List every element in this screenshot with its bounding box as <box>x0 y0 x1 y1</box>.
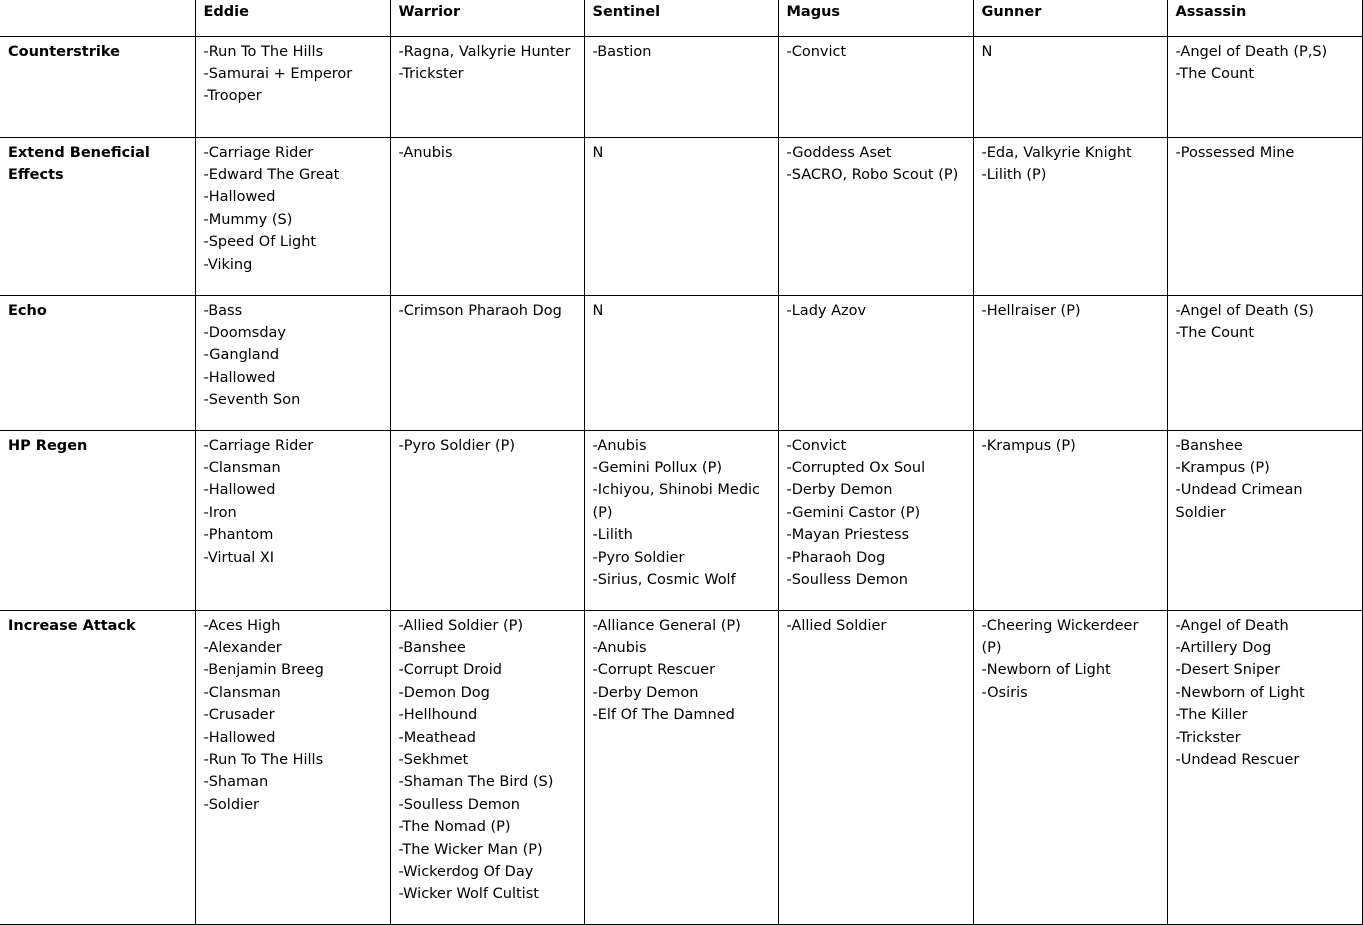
cell-entry: -Convict <box>786 437 847 454</box>
table-cell <box>390 295 584 430</box>
cell-entry: -The Count <box>1175 65 1255 82</box>
row-header-cell: Extend Beneficial Effects <box>0 137 195 295</box>
table-cell <box>778 36 973 137</box>
table-cell <box>973 430 1167 610</box>
cell-entry: -Phantom <box>203 527 274 544</box>
table-cell <box>778 137 973 295</box>
cell-entry: -Undead Rescuer <box>1175 751 1300 768</box>
table-cell <box>1167 430 1362 610</box>
cell-entry: -The Wicker Man (P) <box>398 841 543 858</box>
cell-entry: -Pyro Soldier (P) <box>398 437 516 454</box>
table-row <box>0 36 1362 137</box>
cell-entry: -SACRO, Robo Scout (P) <box>786 166 959 183</box>
cell-entry: -Anubis <box>592 639 647 656</box>
table-cell <box>973 137 1167 295</box>
cell-entry: -Shaman <box>203 774 269 791</box>
cell-entry: -Soulless Demon <box>398 796 520 813</box>
column-header-assassin: Assassin <box>1167 0 1362 36</box>
table-cell <box>778 295 973 430</box>
cell-entry: -Banshee <box>1175 437 1243 454</box>
cell-entry: -Hallowed <box>203 729 276 746</box>
cell-entry: -Sirius, Cosmic Wolf <box>592 571 736 588</box>
cell-entry: -Anubis <box>592 437 647 454</box>
cell-entry: -Ragna, Valkyrie Hunter <box>398 43 571 60</box>
cell-entry: -Crusader <box>203 707 275 724</box>
cell-entry: -Virtual XI <box>203 549 275 566</box>
table-cell <box>584 430 778 610</box>
cell-entry: -Hallowed <box>203 482 276 499</box>
cell-entry: -Krampus (P) <box>981 437 1076 454</box>
table-cell <box>778 430 973 610</box>
cell-entry: -The Nomad (P) <box>398 819 511 836</box>
cell-entry: -Aces High <box>203 617 281 634</box>
table-body <box>0 36 1362 924</box>
cell-entry: -Derby Demon <box>786 482 893 499</box>
table-cell <box>390 610 584 924</box>
cell-entry: -Trickster <box>1175 729 1241 746</box>
cell-entry: -Edward The Great <box>203 166 340 183</box>
cell-entry: -Pyro Soldier <box>592 549 685 566</box>
table-cell <box>584 295 778 430</box>
row-header-cell: Increase Attack <box>0 610 195 924</box>
table-cell <box>195 430 390 610</box>
cell-entry: -Alexander <box>203 639 282 656</box>
cell-entry: -Allied Soldier (P) <box>398 617 524 634</box>
column-header-gunner: Gunner <box>973 0 1167 36</box>
cell-entry: -Newborn of Light <box>1175 684 1305 701</box>
column-header-warrior: Warrior <box>390 0 584 36</box>
cell-entry: -Speed Of Light <box>203 234 317 251</box>
cell-entry: -Angel of Death (P,S) <box>1175 43 1328 60</box>
cell-entry: -Undead Crimean Soldier <box>1175 482 1303 521</box>
cell-entry: -Lilith (P) <box>981 166 1047 183</box>
table-row <box>0 430 1362 610</box>
cell-entry: -Clansman <box>203 684 281 701</box>
cell-entry: -Demon Dog <box>398 684 490 701</box>
cell-entry: -Lilith <box>592 527 633 544</box>
cell-entry: -Hallowed <box>203 189 276 206</box>
cell-entry: -Hellraiser (P) <box>981 302 1081 319</box>
cell-entry: -Crimson Pharaoh Dog <box>398 302 562 319</box>
cell-entry: -Trooper <box>203 88 262 105</box>
cell-entry: -Possessed Mine <box>1175 144 1295 161</box>
cell-entry: -Goddess Aset <box>786 144 892 161</box>
column-header-eddie: Eddie <box>195 0 390 36</box>
table-cell <box>390 430 584 610</box>
cell-entry: -Desert Sniper <box>1175 662 1281 679</box>
cell-entry: -Wickerdog Of Day <box>398 863 534 880</box>
cell-entry: -The Killer <box>1175 707 1248 724</box>
cell-entry: -Osiris <box>981 684 1028 701</box>
cell-entry: -Soldier <box>203 796 259 813</box>
cell-entry: -Artillery Dog <box>1175 639 1272 656</box>
cell-entry: -Corrupted Ox Soul <box>786 459 926 476</box>
cell-entry: -Iron <box>203 504 237 521</box>
table-cell <box>195 295 390 430</box>
cell-entry: -Carriage Rider <box>203 144 314 161</box>
cell-entry: -Soulless Demon <box>786 571 908 588</box>
cell-entry: -Angel of Death (S) <box>1175 302 1314 319</box>
cell-entry: -Benjamin Breeg <box>203 662 324 679</box>
row-header-cell: Echo <box>0 295 195 430</box>
cell-entry: -Seventh Son <box>203 392 301 409</box>
table-cell <box>195 610 390 924</box>
cell-entry: -Sekhmet <box>398 751 469 768</box>
table-cell <box>973 295 1167 430</box>
cell-entry: -Mummy (S) <box>203 211 293 228</box>
cell-entry: -The Count <box>1175 324 1255 341</box>
cell-entry: -Bass <box>203 302 243 319</box>
cell-entry: -Shaman The Bird (S) <box>398 774 554 791</box>
cell-entry: -Eda, Valkyrie Knight <box>981 144 1132 161</box>
corner-header-cell <box>0 0 195 36</box>
cell-entry: -Bastion <box>592 43 652 60</box>
cell-entry: -Gemini Castor (P) <box>786 504 921 521</box>
cell-entry: -Gemini Pollux (P) <box>592 459 722 476</box>
table-cell <box>973 610 1167 924</box>
table-cell <box>584 137 778 295</box>
cell-entry: -Corrupt Rescuer <box>592 662 716 679</box>
cell-entry: -Hellhound <box>398 707 478 724</box>
cell-entry: -Ichiyou, Shinobi Medic (P) <box>592 482 761 521</box>
cell-entry: -Clansman <box>203 459 281 476</box>
cell-entry: -Pharaoh Dog <box>786 549 886 566</box>
cell-entry: -Viking <box>203 256 253 273</box>
cell-entry: -Wicker Wolf Cultist <box>398 886 539 903</box>
table-cell <box>584 610 778 924</box>
cell-entry: -Anubis <box>398 144 453 161</box>
cell-entry: -Convict <box>786 43 847 60</box>
table-cell <box>778 610 973 924</box>
cell-entry: -Alliance General (P) <box>592 617 741 634</box>
table-cell <box>1167 295 1362 430</box>
table-row <box>0 610 1362 924</box>
table-cell <box>1167 36 1362 137</box>
cell-entry: N <box>592 144 604 161</box>
cell-entry: -Cheering Wickerdeer (P) <box>981 617 1139 656</box>
column-header-magus: Magus <box>778 0 973 36</box>
cell-entry: -Carriage Rider <box>203 437 314 454</box>
cell-entry: -Run To The Hills <box>203 751 324 768</box>
cell-entry: -Gangland <box>203 347 280 364</box>
table-cell <box>1167 137 1362 295</box>
cell-entry: -Lady Azov <box>786 302 867 319</box>
cell-entry: -Elf Of The Damned <box>592 707 735 724</box>
cell-entry: -Mayan Priestess <box>786 527 910 544</box>
table-row <box>0 295 1362 430</box>
cell-entry: -Banshee <box>398 639 466 656</box>
cell-entry: -Newborn of Light <box>981 662 1111 679</box>
column-header-sentinel: Sentinel <box>584 0 778 36</box>
cell-entry: -Derby Demon <box>592 684 699 701</box>
cell-entry: -Hallowed <box>203 369 276 386</box>
cell-entry: -Corrupt Droid <box>398 662 502 679</box>
table-cell <box>195 36 390 137</box>
cell-entry: -Doomsday <box>203 324 286 341</box>
cell-entry: -Meathead <box>398 729 476 746</box>
cell-entry: -Trickster <box>398 65 464 82</box>
row-header-cell: Counterstrike <box>0 36 195 137</box>
cell-entry: N <box>981 43 993 60</box>
header-row <box>0 0 1362 36</box>
table-cell <box>390 36 584 137</box>
table-cell <box>390 137 584 295</box>
row-header-cell: HP Regen <box>0 430 195 610</box>
cell-entry: -Krampus (P) <box>1175 459 1270 476</box>
table-cell <box>584 36 778 137</box>
table-row <box>0 137 1362 295</box>
table-cell <box>195 137 390 295</box>
cell-entry: -Angel of Death <box>1175 617 1289 634</box>
table-cell <box>973 36 1167 137</box>
cell-entry: N <box>592 302 604 319</box>
cell-entry: -Samurai + Emperor <box>203 65 353 82</box>
cell-entry: -Run To The Hills <box>203 43 324 60</box>
table-cell <box>1167 610 1362 924</box>
cell-entry: -Allied Soldier <box>786 617 887 634</box>
